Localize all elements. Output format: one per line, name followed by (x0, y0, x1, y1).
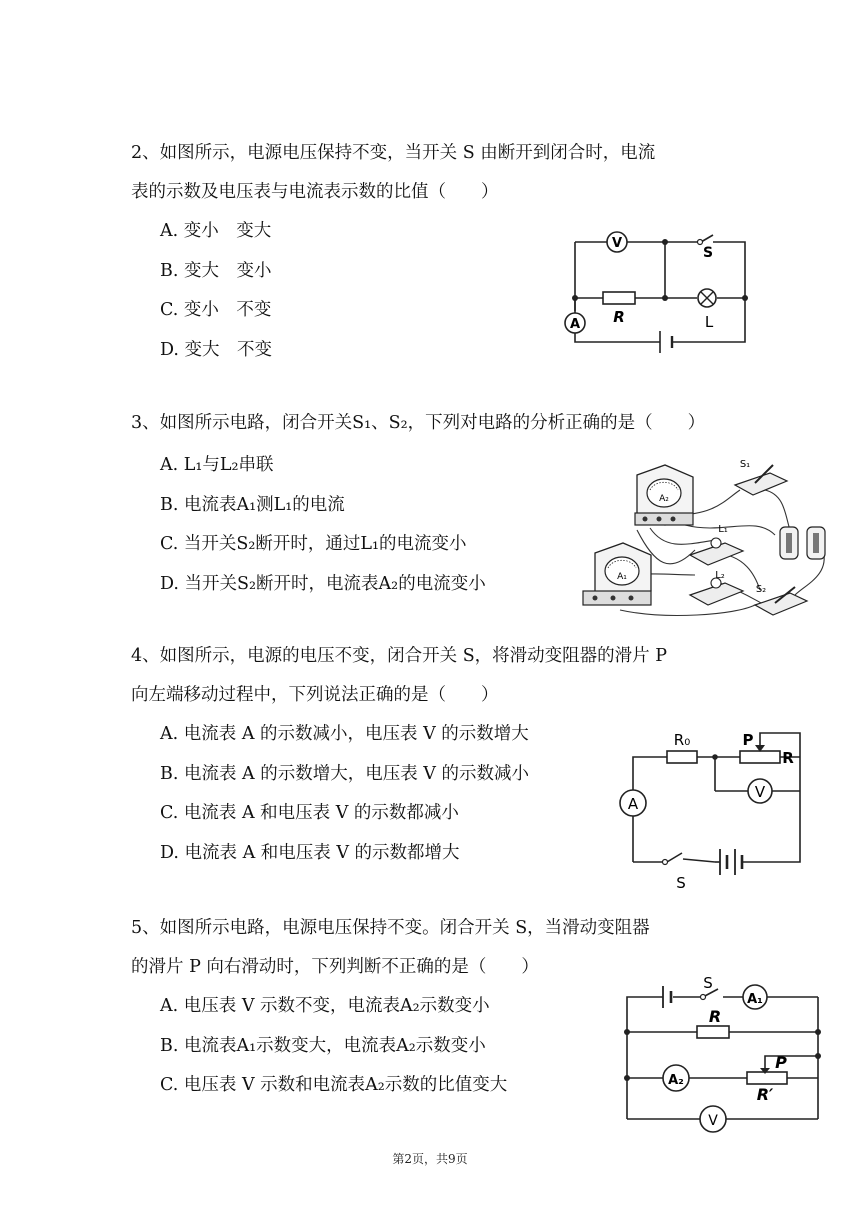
q4-switch-label: S (676, 874, 686, 892)
q5-switch-label: S (703, 974, 713, 992)
question-4-stem-continued: 向左端移动过程中，下列说法正确的是（ ） (131, 685, 499, 705)
q2-resistor-label: R (613, 308, 625, 326)
question-4-option-b[interactable]: B. 电流表 A 的示数增大，电压表 V 的示数减小 (160, 763, 530, 784)
question-4-option-c[interactable]: C. 电流表 A 和电压表 V 的示数都减小 (160, 803, 459, 823)
q2-voltmeter-label: V (611, 236, 623, 251)
question-5-option-c[interactable]: C. 电压表 V 示数和电流表A₂示数的比值变大 (160, 1075, 508, 1095)
question-2-option-a[interactable]: A. 变小 变大 (160, 221, 272, 241)
q5-a1-label: A₁ (747, 992, 763, 1007)
question-3-circuit-picture (575, 455, 840, 625)
q4-r0-label: R₀ (673, 731, 691, 749)
q5-a2-label: A₂ (668, 1073, 684, 1088)
q4-voltmeter-label: V (754, 783, 766, 801)
q5-resistor-label: R (708, 1007, 722, 1026)
q3-a2-label: A₂ (659, 494, 669, 504)
question-5-option-a[interactable]: A. 电压表 V 示数不变，电流表A₂示数变小 (160, 996, 490, 1016)
question-4 (131, 641, 667, 877)
question-2-option-d[interactable]: D. 变大 不变 (160, 339, 273, 360)
question-2-option-c[interactable]: C. 变小 不变 (160, 300, 272, 320)
q3-l1-label: L₁ (718, 524, 728, 535)
q3-s1-label: S₁ (739, 459, 751, 470)
q2-lamp-label: L (704, 313, 714, 331)
question-5-option-b[interactable]: B. 电流表A₁示数变大，电流表A₂示数变小 (160, 1035, 486, 1056)
question-5 (131, 913, 650, 1110)
question-2-option-b[interactable]: B. 变大 变小 (160, 260, 272, 281)
question-3-stem: 3、如图所示电路，闭合开关S₁、S₂，下列对电路的分析正确的是（ ） (131, 413, 706, 433)
question-3-option-b[interactable]: B. 电流表A₁测L₁的电流 (160, 494, 345, 515)
q3-s2-label: S₂ (755, 584, 767, 595)
q3-a1-label: A₁ (617, 572, 627, 582)
question-4-option-a[interactable]: A. 电流表 A 的示数减小，电压表 V 的示数增大 (160, 724, 529, 744)
q2-switch-label: S (702, 245, 714, 261)
q3-l2-label: L₂ (715, 570, 725, 581)
question-5-stem-continued: 的滑片 P 向右滑动时，下列判断不正确的是（ ） (131, 957, 539, 977)
question-5-circuit-diagram (615, 972, 830, 1142)
q5-slider-p-label: P (775, 1053, 787, 1072)
q4-ammeter-label: A (627, 795, 639, 813)
question-3-option-c[interactable]: C. 当开关S₂断开时，通过L₁的电流变小 (160, 534, 467, 554)
q5-voltmeter-label: V (708, 1113, 718, 1129)
q2-ammeter-label: A (569, 317, 581, 332)
question-4-stem: 4、如图所示，电源的电压不变，闭合开关 S，将滑动变阻器的滑片 P (131, 646, 668, 666)
q4-slider-p-label: P (742, 731, 754, 749)
question-3-option-d[interactable]: D. 当开关S₂断开时，电流表A₂的电流变小 (160, 573, 486, 594)
question-2-circuit-diagram (555, 225, 755, 365)
q5-rheostat-label: R′ (756, 1085, 774, 1104)
question-3-option-a[interactable]: A. L₁与L₂串联 (160, 455, 274, 475)
question-2-stem: 2、如图所示，电源电压保持不变，当开关 S 由断开到闭合时，电流 (131, 143, 656, 163)
question-4-option-d[interactable]: D. 电流表 A 和电压表 V 的示数都增大 (160, 842, 460, 863)
question-5-stem: 5、如图所示电路，电源电压保持不变。闭合开关 S，当滑动变阻器 (131, 918, 650, 938)
question-4-circuit-diagram (605, 725, 815, 895)
q4-rheostat-r-label: R (782, 749, 794, 767)
page-footer: 第2页，共9页 (392, 1152, 468, 1166)
question-2-stem-continued: 表的示数及电压表与电流表示数的比值（ ） (131, 182, 499, 202)
